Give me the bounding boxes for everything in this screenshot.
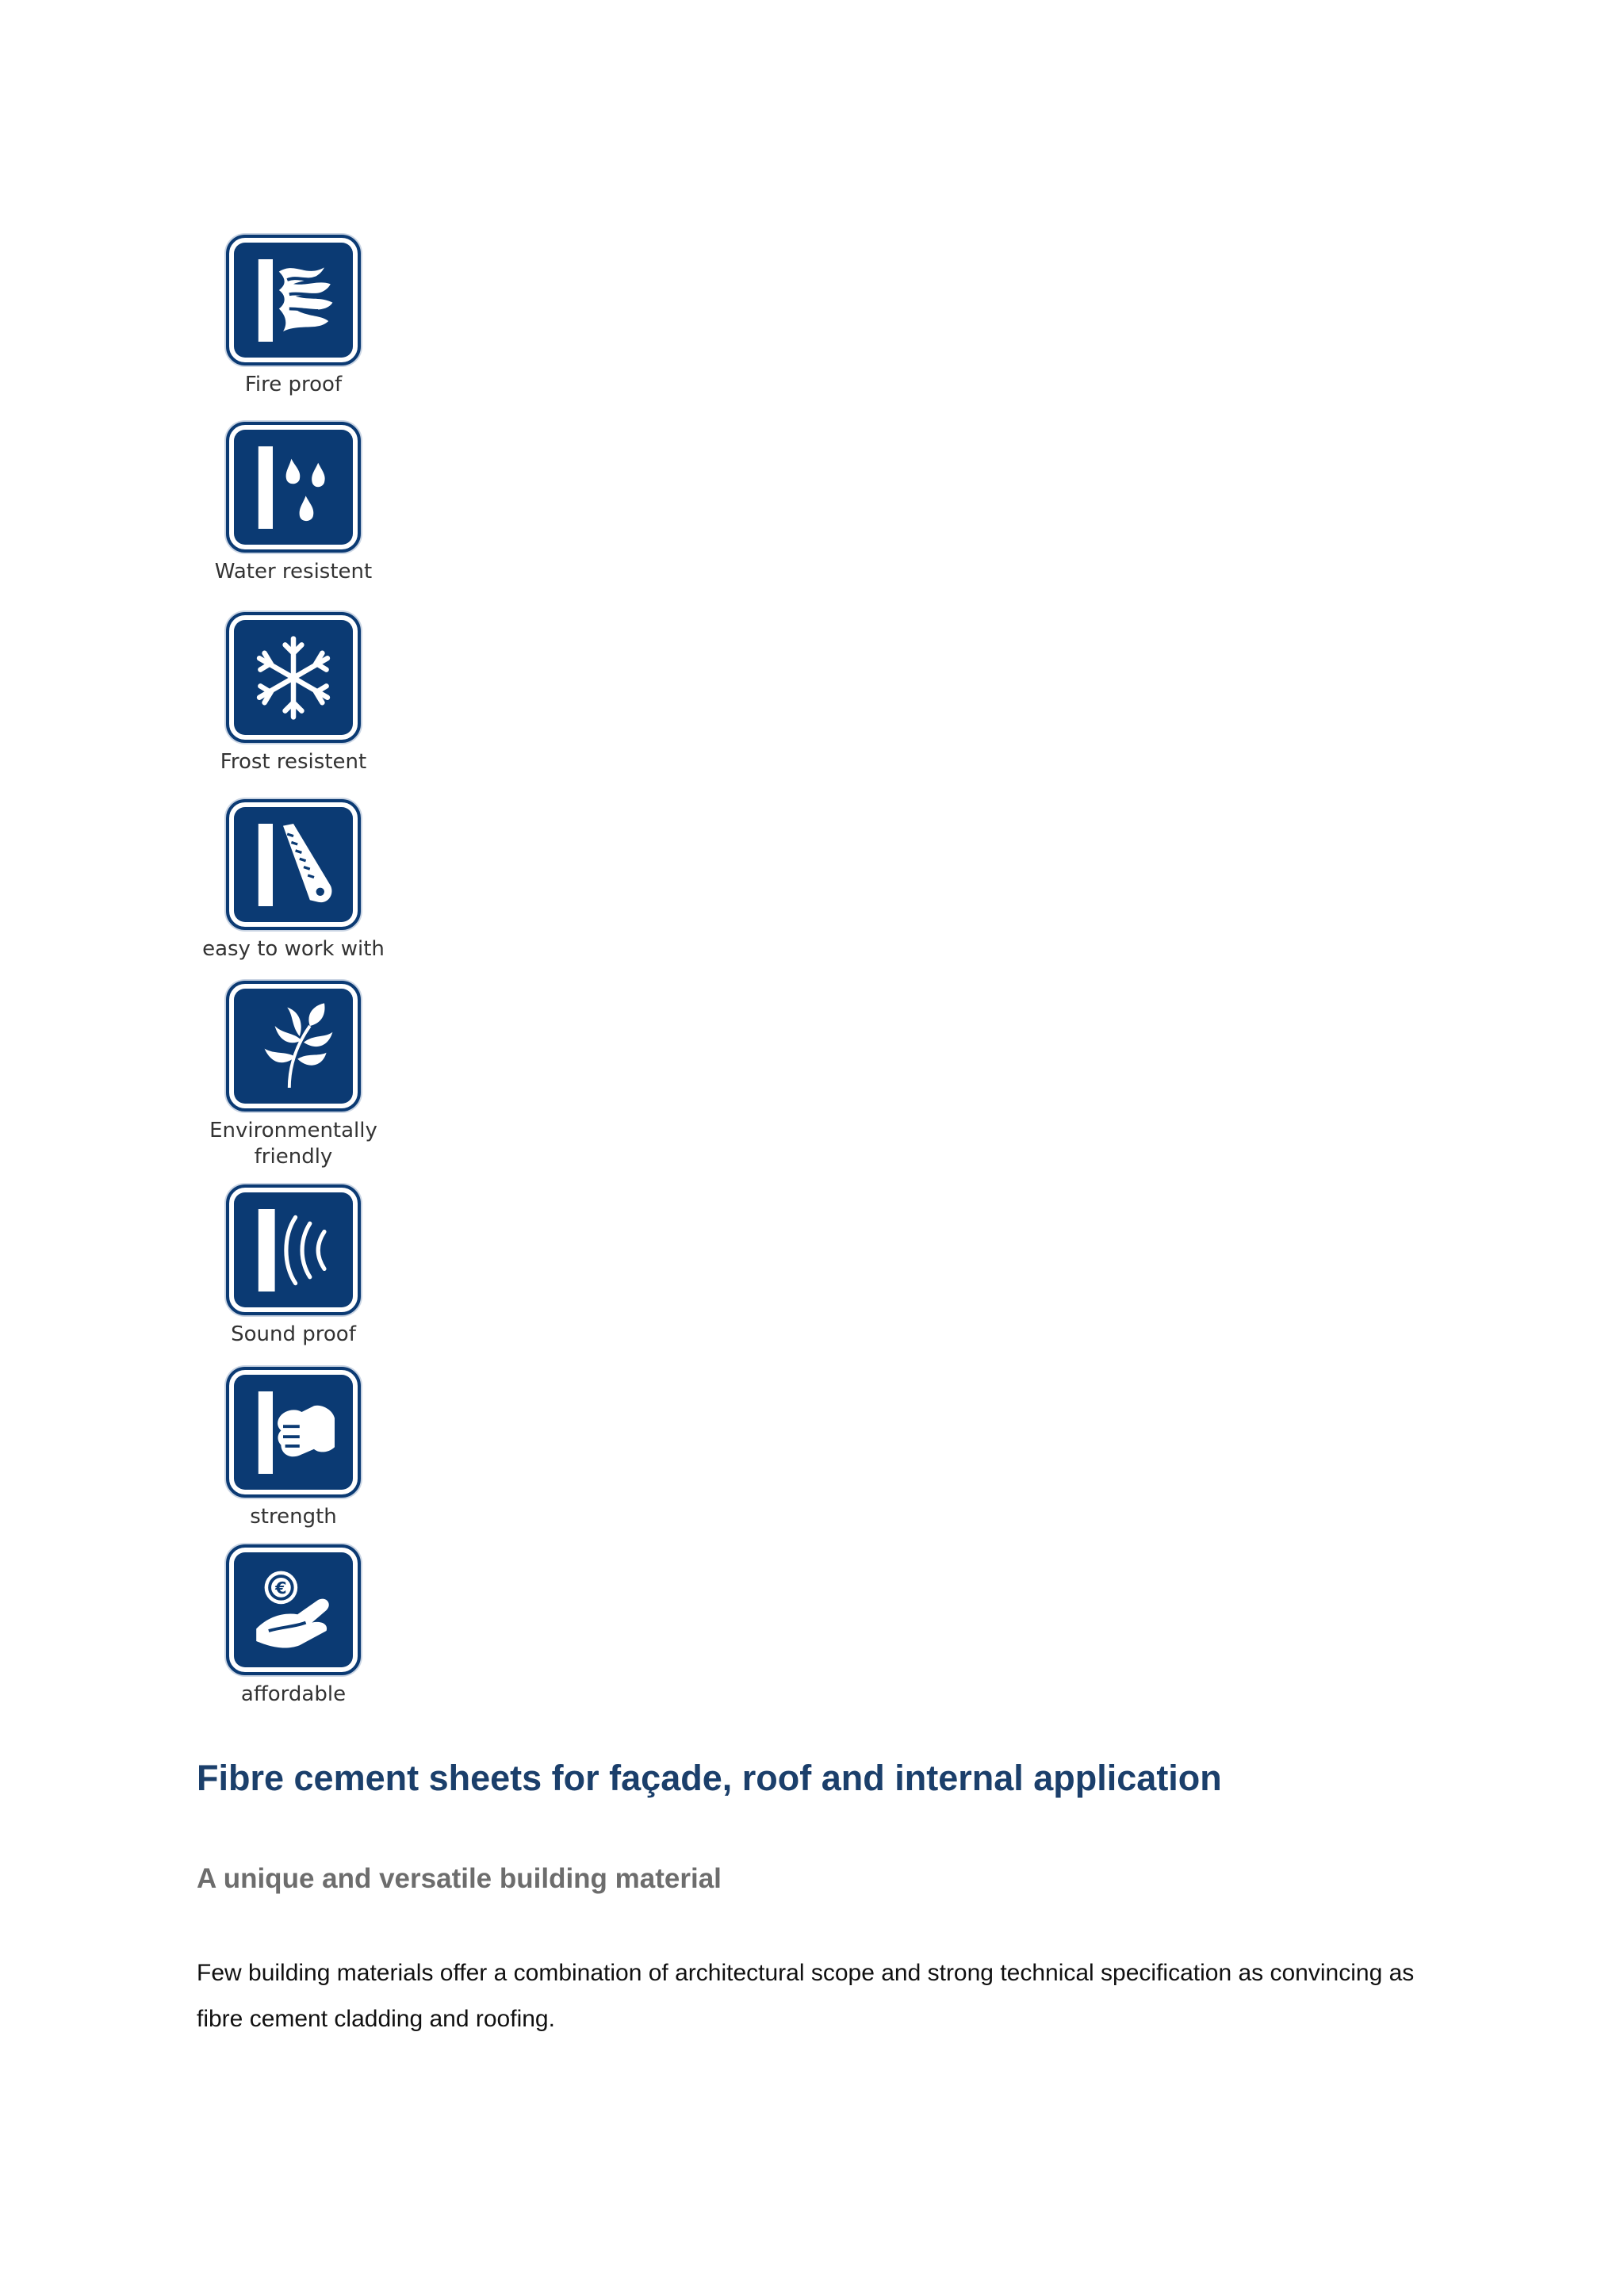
feature-fire-proof bbox=[198, 235, 389, 398]
body-paragraph: Few building materials offer a combination of architectural scope and strong technical specification as convincing as fibre cement cladding and roofing. bbox=[197, 1960, 1415, 2032]
feature-frost-resistent bbox=[198, 612, 389, 775]
page-title: Fibre cement sheets for façade, roof and internal application bbox=[197, 1758, 1222, 1798]
snowflake-icon bbox=[234, 620, 353, 735]
saw-icon bbox=[234, 807, 353, 922]
feature-label: Fire proof bbox=[244, 373, 343, 396]
leaf-icon bbox=[234, 989, 353, 1104]
svg-text:€: € bbox=[275, 1578, 287, 1598]
euro-coin-hand-icon bbox=[234, 1552, 353, 1667]
feature-label: Frost resistent bbox=[220, 750, 367, 774]
water-drops-icon bbox=[234, 430, 353, 545]
feature-strength bbox=[198, 1367, 389, 1530]
page-subtitle: A unique and versatile building material bbox=[197, 1863, 722, 1894]
feature-water-resistent bbox=[198, 422, 389, 585]
sound-waves-icon bbox=[234, 1192, 353, 1307]
feature-affordable bbox=[198, 1544, 389, 1708]
feature-label: strength bbox=[250, 1505, 337, 1529]
feature-label: easy to work with bbox=[202, 937, 385, 961]
feature-easy-to-work-with bbox=[198, 799, 389, 962]
feature-label: Sound proof bbox=[231, 1322, 356, 1346]
feature-label: affordable bbox=[240, 1682, 347, 1706]
feature-label: Water resistent bbox=[214, 560, 373, 584]
feature-sound-proof bbox=[198, 1184, 389, 1348]
feature-environmentally-friendly bbox=[198, 981, 389, 1170]
fire-icon bbox=[234, 243, 353, 358]
fist-icon bbox=[234, 1375, 353, 1490]
feature-label: Environmentally friendly bbox=[209, 1119, 377, 1169]
